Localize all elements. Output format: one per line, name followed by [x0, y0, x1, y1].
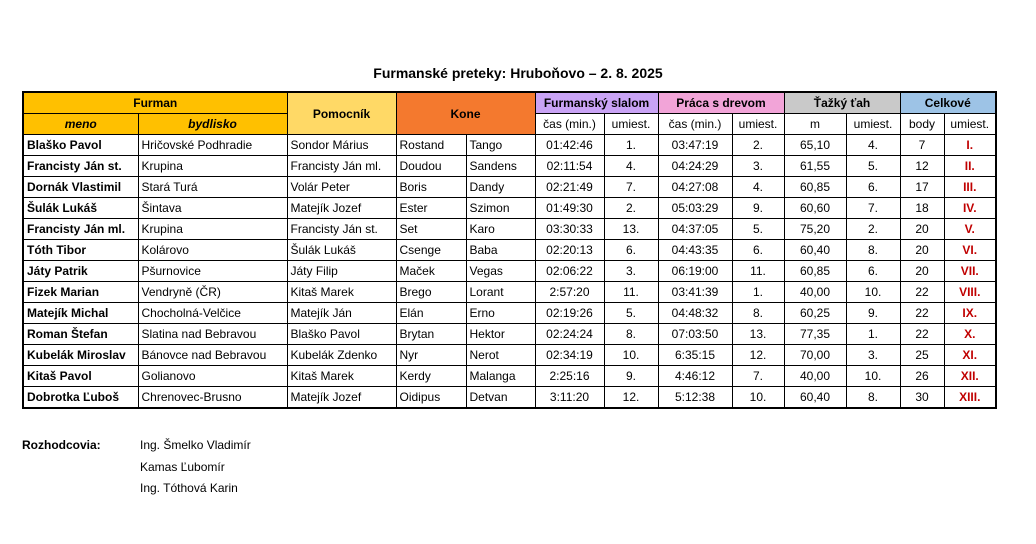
cell-body: 22 [900, 282, 944, 303]
cell-kon2: Hektor [466, 324, 535, 345]
cell-body: 17 [900, 177, 944, 198]
cell-tah-umiest: 4. [846, 135, 900, 156]
cell-tah-m: 40,00 [784, 282, 846, 303]
cell-pomocnik: Blaško Pavol [287, 324, 396, 345]
table-row [23, 177, 996, 198]
cell-slalom-umiest: 8. [604, 324, 658, 345]
cell-kon1: Kerdy [396, 366, 466, 387]
cell-slalom-umiest: 13. [604, 219, 658, 240]
header-row-top [23, 92, 996, 114]
table-row [23, 324, 996, 345]
cell-drevo-umiest: 4. [732, 177, 784, 198]
cell-tah-m: 75,20 [784, 219, 846, 240]
cell-bydlisko: Krupina [138, 219, 287, 240]
cell-kon2: Karo [466, 219, 535, 240]
cell-slalom-cas: 01:42:46 [535, 135, 604, 156]
judge-name: Ing. Tóthová Karin [140, 481, 238, 495]
cell-pomocnik: Matejík Jozef [287, 198, 396, 219]
cell-kon2: Malanga [466, 366, 535, 387]
cell-kon2: Sandens [466, 156, 535, 177]
cell-tah-umiest: 2. [846, 219, 900, 240]
cell-body: 25 [900, 345, 944, 366]
cell-tah-umiest: 10. [846, 282, 900, 303]
cell-kon1: Csenge [396, 240, 466, 261]
cell-drevo-umiest: 1. [732, 282, 784, 303]
judges-names [140, 438, 251, 503]
table-row [23, 345, 996, 366]
cell-bydlisko: Slatina nad Bebravou [138, 324, 287, 345]
cell-drevo-cas: 04:48:32 [658, 303, 732, 324]
cell-bydlisko: Šintava [138, 198, 287, 219]
cell-tah-m: 70,00 [784, 345, 846, 366]
cell-drevo-umiest: 2. [732, 135, 784, 156]
results-body [23, 135, 996, 409]
cell-bydlisko: Hričovské Podhradie [138, 135, 287, 156]
results-table [22, 91, 997, 409]
cell-slalom-umiest: 3. [604, 261, 658, 282]
cell-slalom-umiest: 11. [604, 282, 658, 303]
cell-tah-umiest: 8. [846, 240, 900, 261]
cell-bydlisko: Krupina [138, 156, 287, 177]
cell-meno: Francisty Ján st. [23, 156, 138, 177]
cell-bydlisko: Bánovce nad Bebravou [138, 345, 287, 366]
header-tah-umiest: umiest. [846, 114, 900, 135]
cell-slalom-umiest: 2. [604, 198, 658, 219]
cell-tah-umiest: 6. [846, 261, 900, 282]
cell-kon2: Vegas [466, 261, 535, 282]
cell-tah-umiest: 10. [846, 366, 900, 387]
cell-body: 30 [900, 387, 944, 409]
cell-tah-m: 60,40 [784, 240, 846, 261]
cell-meno: Šulák Lukáš [23, 198, 138, 219]
header-kone: Kone [396, 92, 535, 135]
header-slalom-cas: čas (min.) [535, 114, 604, 135]
table-row [23, 135, 996, 156]
cell-slalom-cas: 02:11:54 [535, 156, 604, 177]
header-bydlisko: bydlisko [138, 114, 287, 135]
cell-slalom-cas: 02:24:24 [535, 324, 604, 345]
cell-tah-m: 40,00 [784, 366, 846, 387]
cell-drevo-cas: 04:43:35 [658, 240, 732, 261]
cell-tah-umiest: 6. [846, 177, 900, 198]
cell-pomocnik: Kubelák Zdenko [287, 345, 396, 366]
cell-kon1: Elán [396, 303, 466, 324]
cell-body: 20 [900, 219, 944, 240]
cell-drevo-umiest: 13. [732, 324, 784, 345]
cell-drevo-umiest: 8. [732, 303, 784, 324]
cell-tah-umiest: 1. [846, 324, 900, 345]
cell-drevo-cas: 05:03:29 [658, 198, 732, 219]
cell-kon1: Rostand [396, 135, 466, 156]
header-celkove: Celkové [900, 92, 996, 114]
cell-celk-umiest: IV. [944, 198, 996, 219]
cell-tah-m: 60,85 [784, 261, 846, 282]
cell-slalom-umiest: 6. [604, 240, 658, 261]
cell-meno: Fizek Marian [23, 282, 138, 303]
header-slalom: Furmanský slalom [535, 92, 658, 114]
cell-meno: Blaško Pavol [23, 135, 138, 156]
cell-meno: Játy Patrik [23, 261, 138, 282]
cell-kon1: Ester [396, 198, 466, 219]
cell-drevo-cas: 04:27:08 [658, 177, 732, 198]
cell-pomocnik: Kitaš Marek [287, 366, 396, 387]
cell-pomocnik: Francisty Ján ml. [287, 156, 396, 177]
cell-tah-umiest: 3. [846, 345, 900, 366]
cell-pomocnik: Sondor Márius [287, 135, 396, 156]
cell-slalom-umiest: 1. [604, 135, 658, 156]
cell-drevo-cas: 07:03:50 [658, 324, 732, 345]
cell-kon2: Dandy [466, 177, 535, 198]
cell-drevo-umiest: 10. [732, 387, 784, 409]
cell-slalom-umiest: 10. [604, 345, 658, 366]
cell-kon1: Set [396, 219, 466, 240]
cell-celk-umiest: XIII. [944, 387, 996, 409]
cell-kon1: Doudou [396, 156, 466, 177]
cell-drevo-umiest: 3. [732, 156, 784, 177]
header-slalom-umiest: umiest. [604, 114, 658, 135]
cell-pomocnik: Volár Peter [287, 177, 396, 198]
cell-body: 22 [900, 303, 944, 324]
cell-drevo-cas: 04:37:05 [658, 219, 732, 240]
cell-bydlisko: Chocholná-Velčice [138, 303, 287, 324]
cell-celk-umiest: VIII. [944, 282, 996, 303]
page-title: Furmanské preteky: Hruboňovo – 2. 8. 2025 [373, 65, 663, 81]
table-row [23, 219, 996, 240]
cell-meno: Dobrotka Ľuboš [23, 387, 138, 409]
cell-drevo-umiest: 6. [732, 240, 784, 261]
cell-slalom-cas: 02:21:49 [535, 177, 604, 198]
cell-drevo-cas: 03:41:39 [658, 282, 732, 303]
cell-kon2: Detvan [466, 387, 535, 409]
cell-tah-umiest: 8. [846, 387, 900, 409]
header-drevo-cas: čas (min.) [658, 114, 732, 135]
cell-tah-umiest: 5. [846, 156, 900, 177]
cell-drevo-cas: 03:47:19 [658, 135, 732, 156]
cell-pomocnik: Játy Filip [287, 261, 396, 282]
cell-slalom-cas: 02:19:26 [535, 303, 604, 324]
cell-slalom-cas: 03:30:33 [535, 219, 604, 240]
cell-celk-umiest: III. [944, 177, 996, 198]
cell-slalom-umiest: 12. [604, 387, 658, 409]
cell-body: 22 [900, 324, 944, 345]
cell-slalom-cas: 02:20:13 [535, 240, 604, 261]
cell-meno: Roman Štefan [23, 324, 138, 345]
cell-tah-m: 65,10 [784, 135, 846, 156]
table-row [23, 366, 996, 387]
cell-tah-m: 77,35 [784, 324, 846, 345]
cell-drevo-cas: 04:24:29 [658, 156, 732, 177]
cell-slalom-cas: 02:06:22 [535, 261, 604, 282]
header-tah: Ťažký ťah [784, 92, 900, 114]
cell-kon1: Nyr [396, 345, 466, 366]
cell-pomocnik: Matejík Jozef [287, 387, 396, 409]
cell-celk-umiest: II. [944, 156, 996, 177]
cell-celk-umiest: IX. [944, 303, 996, 324]
cell-tah-m: 60,85 [784, 177, 846, 198]
header-pomocnik: Pomocník [287, 92, 396, 135]
cell-meno: Matejík Michal [23, 303, 138, 324]
cell-bydlisko: Chrenovec-Brusno [138, 387, 287, 409]
header-drevo-umiest: umiest. [732, 114, 784, 135]
cell-kon2: Szimon [466, 198, 535, 219]
cell-tah-umiest: 7. [846, 198, 900, 219]
table-row [23, 282, 996, 303]
cell-slalom-umiest: 9. [604, 366, 658, 387]
cell-tah-m: 60,60 [784, 198, 846, 219]
table-row [23, 387, 996, 409]
table-row [23, 198, 996, 219]
judges-label: Rozhodcovia: [22, 438, 101, 452]
cell-tah-umiest: 9. [846, 303, 900, 324]
cell-celk-umiest: VI. [944, 240, 996, 261]
cell-celk-umiest: X. [944, 324, 996, 345]
cell-kon2: Baba [466, 240, 535, 261]
cell-drevo-cas: 5:12:38 [658, 387, 732, 409]
cell-body: 26 [900, 366, 944, 387]
cell-kon2: Tango [466, 135, 535, 156]
cell-body: 7 [900, 135, 944, 156]
cell-slalom-cas: 02:34:19 [535, 345, 604, 366]
cell-meno: Francisty Ján ml. [23, 219, 138, 240]
cell-drevo-cas: 6:35:15 [658, 345, 732, 366]
cell-kon1: Oidipus [396, 387, 466, 409]
cell-body: 20 [900, 240, 944, 261]
header-meno: meno [23, 114, 138, 135]
cell-bydlisko: Vendryně (ČR) [138, 282, 287, 303]
cell-drevo-umiest: 7. [732, 366, 784, 387]
header-furman: Furman [23, 92, 287, 114]
judge-name: Ing. Šmelko Vladimír [140, 438, 251, 452]
table-row [23, 156, 996, 177]
cell-slalom-umiest: 5. [604, 303, 658, 324]
cell-kon1: Boris [396, 177, 466, 198]
cell-kon2: Nerot [466, 345, 535, 366]
cell-pomocnik: Šulák Lukáš [287, 240, 396, 261]
cell-body: 20 [900, 261, 944, 282]
cell-bydlisko: Golianovo [138, 366, 287, 387]
cell-pomocnik: Kitaš Marek [287, 282, 396, 303]
header-tah-m: m [784, 114, 846, 135]
cell-drevo-umiest: 5. [732, 219, 784, 240]
cell-kon1: Brytan [396, 324, 466, 345]
cell-slalom-umiest: 4. [604, 156, 658, 177]
cell-slalom-cas: 3:11:20 [535, 387, 604, 409]
cell-bydlisko: Stará Turá [138, 177, 287, 198]
cell-celk-umiest: I. [944, 135, 996, 156]
header-body: body [900, 114, 944, 135]
cell-body: 12 [900, 156, 944, 177]
header-celk-umiest: umiest. [944, 114, 996, 135]
cell-drevo-umiest: 12. [732, 345, 784, 366]
cell-slalom-umiest: 7. [604, 177, 658, 198]
cell-kon2: Erno [466, 303, 535, 324]
cell-kon1: Maček [396, 261, 466, 282]
cell-kon1: Brego [396, 282, 466, 303]
cell-kon2: Lorant [466, 282, 535, 303]
cell-pomocnik: Matejík Ján [287, 303, 396, 324]
cell-meno: Kubelák Miroslav [23, 345, 138, 366]
cell-body: 18 [900, 198, 944, 219]
judge-name: Kamas Ľubomír [140, 459, 225, 474]
cell-bydlisko: Kolárovo [138, 240, 287, 261]
table-row [23, 240, 996, 261]
cell-meno: Kitaš Pavol [23, 366, 138, 387]
cell-celk-umiest: VII. [944, 261, 996, 282]
cell-drevo-cas: 4:46:12 [658, 366, 732, 387]
cell-bydlisko: Pšurnovice [138, 261, 287, 282]
cell-slalom-cas: 01:49:30 [535, 198, 604, 219]
cell-tah-m: 60,40 [784, 387, 846, 409]
cell-celk-umiest: V. [944, 219, 996, 240]
cell-drevo-umiest: 9. [732, 198, 784, 219]
cell-drevo-umiest: 11. [732, 261, 784, 282]
cell-tah-m: 61,55 [784, 156, 846, 177]
cell-tah-m: 60,25 [784, 303, 846, 324]
cell-celk-umiest: XII. [944, 366, 996, 387]
table-row [23, 303, 996, 324]
header-drevo: Práca s drevom [658, 92, 784, 114]
cell-meno: Tóth Tibor [23, 240, 138, 261]
table-row [23, 261, 996, 282]
cell-pomocnik: Francisty Ján st. [287, 219, 396, 240]
cell-drevo-cas: 06:19:00 [658, 261, 732, 282]
cell-slalom-cas: 2:57:20 [535, 282, 604, 303]
cell-meno: Dornák Vlastimil [23, 177, 138, 198]
cell-celk-umiest: XI. [944, 345, 996, 366]
cell-slalom-cas: 2:25:16 [535, 366, 604, 387]
